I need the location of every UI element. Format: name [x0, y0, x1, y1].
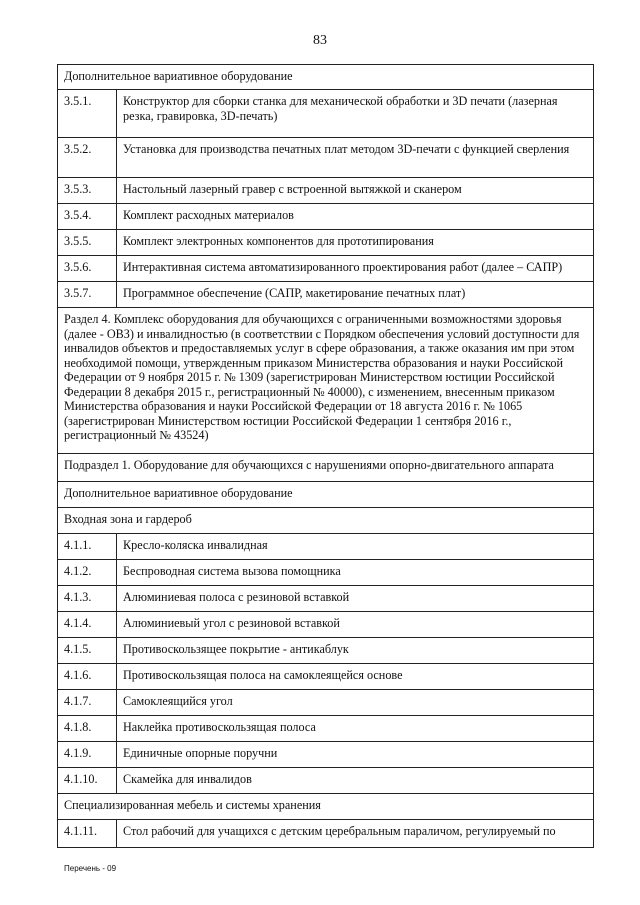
section-heading: Входная зона и гардероб [58, 508, 594, 534]
section-row [58, 794, 594, 820]
item-number: 4.1.10. [58, 768, 117, 794]
item-number: 4.1.3. [58, 586, 117, 612]
table-row [58, 204, 594, 230]
item-description: Комплект расходных материалов [117, 204, 594, 230]
table-row [58, 256, 594, 282]
table-row [58, 586, 594, 612]
footer-label: Перечень - 09 [64, 864, 117, 873]
item-number: 4.1.4. [58, 612, 117, 638]
section-heading: Дополнительное вариативное оборудование [58, 482, 594, 508]
item-description: Программное обеспечение (САПР, макетирование печатных плат) [117, 282, 594, 308]
item-number: 3.5.1. [58, 90, 117, 138]
item-description: Установка для производства печатных плат методом 3D-печати с функцией сверления [117, 138, 594, 178]
table-row [58, 768, 594, 794]
item-number: 3.5.2. [58, 138, 117, 178]
item-description: Алюминиевый угол с резиновой вставкой [117, 612, 594, 638]
section-row [58, 454, 594, 482]
item-description: Единичные опорные поручни [117, 742, 594, 768]
section-heading: Раздел 4. Комплекс оборудования для обучающихся с ограниченными возможностями здоровья (далее - ОВЗ) и инвалидностью (в соответствии с Порядком обеспечения условий доступности для инвалидов объектов и предоставляемых услуг в сфере образования, а также оказания им при этом необходимой помощи, утвержденным приказом Министерства образования и науки Российской Федерации от 9 ноября 2015 г. № 1309 (зарегистрирован Министерством юстиции Российской Федерации 8 декабря 2015 г., регистрационный № 40000), с изменением, внесенным приказом Министерства образования и науки Российской Федерации от 18 августа 2016 г. № 1065 (зарегистрирован Министерством юстиции Российской Федерации 1 сентября 2016 г., регистрационный № 43524) [58, 308, 594, 454]
item-number: 4.1.2. [58, 560, 117, 586]
table-row [58, 230, 594, 256]
item-description: Скамейка для инвалидов [117, 768, 594, 794]
item-number: 4.1.8. [58, 716, 117, 742]
item-description: Беспроводная система вызова помощника [117, 560, 594, 586]
item-description: Интерактивная система автоматизированного проектирования работ (далее – САПР) [117, 256, 594, 282]
item-description: Кресло-коляска инвалидная [117, 534, 594, 560]
table-row [58, 820, 594, 848]
section-row [58, 482, 594, 508]
table-row [58, 138, 594, 178]
item-number: 4.1.6. [58, 664, 117, 690]
item-number: 4.1.7. [58, 690, 117, 716]
section-heading: Подраздел 1. Оборудование для обучающихся с нарушениями опорно-двигательного аппарата [58, 454, 594, 482]
item-description: Настольный лазерный гравер с встроенной вытяжкой и сканером [117, 178, 594, 204]
item-number: 4.1.5. [58, 638, 117, 664]
equipment-table [57, 64, 594, 848]
item-description: Противоскользящая полоса на самоклеящейся основе [117, 664, 594, 690]
item-number: 3.5.6. [58, 256, 117, 282]
item-description: Стол рабочий для учащихся с детским церебральным параличом, регулируемый по [117, 820, 594, 848]
section-row [58, 65, 594, 90]
section-row [58, 508, 594, 534]
section-heading: Дополнительное вариативное оборудование [58, 65, 594, 90]
table-row [58, 282, 594, 308]
table-row [58, 638, 594, 664]
item-description: Наклейка противоскользящая полоса [117, 716, 594, 742]
table-row [58, 178, 594, 204]
item-number: 4.1.1. [58, 534, 117, 560]
item-number: 3.5.5. [58, 230, 117, 256]
table-row [58, 742, 594, 768]
table-row [58, 90, 594, 138]
item-number: 3.5.4. [58, 204, 117, 230]
item-description: Комплект электронных компонентов для прототипирования [117, 230, 594, 256]
section-heading: Специализированная мебель и системы хранения [58, 794, 594, 820]
section-row [58, 308, 594, 454]
table-row [58, 690, 594, 716]
item-description: Самоклеящийся угол [117, 690, 594, 716]
table-row [58, 560, 594, 586]
table-row [58, 716, 594, 742]
item-number: 4.1.9. [58, 742, 117, 768]
table-row [58, 534, 594, 560]
item-number: 4.1.11. [58, 820, 117, 848]
item-number: 3.5.7. [58, 282, 117, 308]
item-description: Противоскользящее покрытие - антикаблук [117, 638, 594, 664]
table-row [58, 664, 594, 690]
table-row [58, 612, 594, 638]
item-description: Алюминиевая полоса с резиновой вставкой [117, 586, 594, 612]
item-number: 3.5.3. [58, 178, 117, 204]
page-number: 83 [313, 33, 327, 48]
item-description: Конструктор для сборки станка для механической обработки и 3D печати (лазерная резка, гравировка, 3D-печать) [117, 90, 594, 138]
